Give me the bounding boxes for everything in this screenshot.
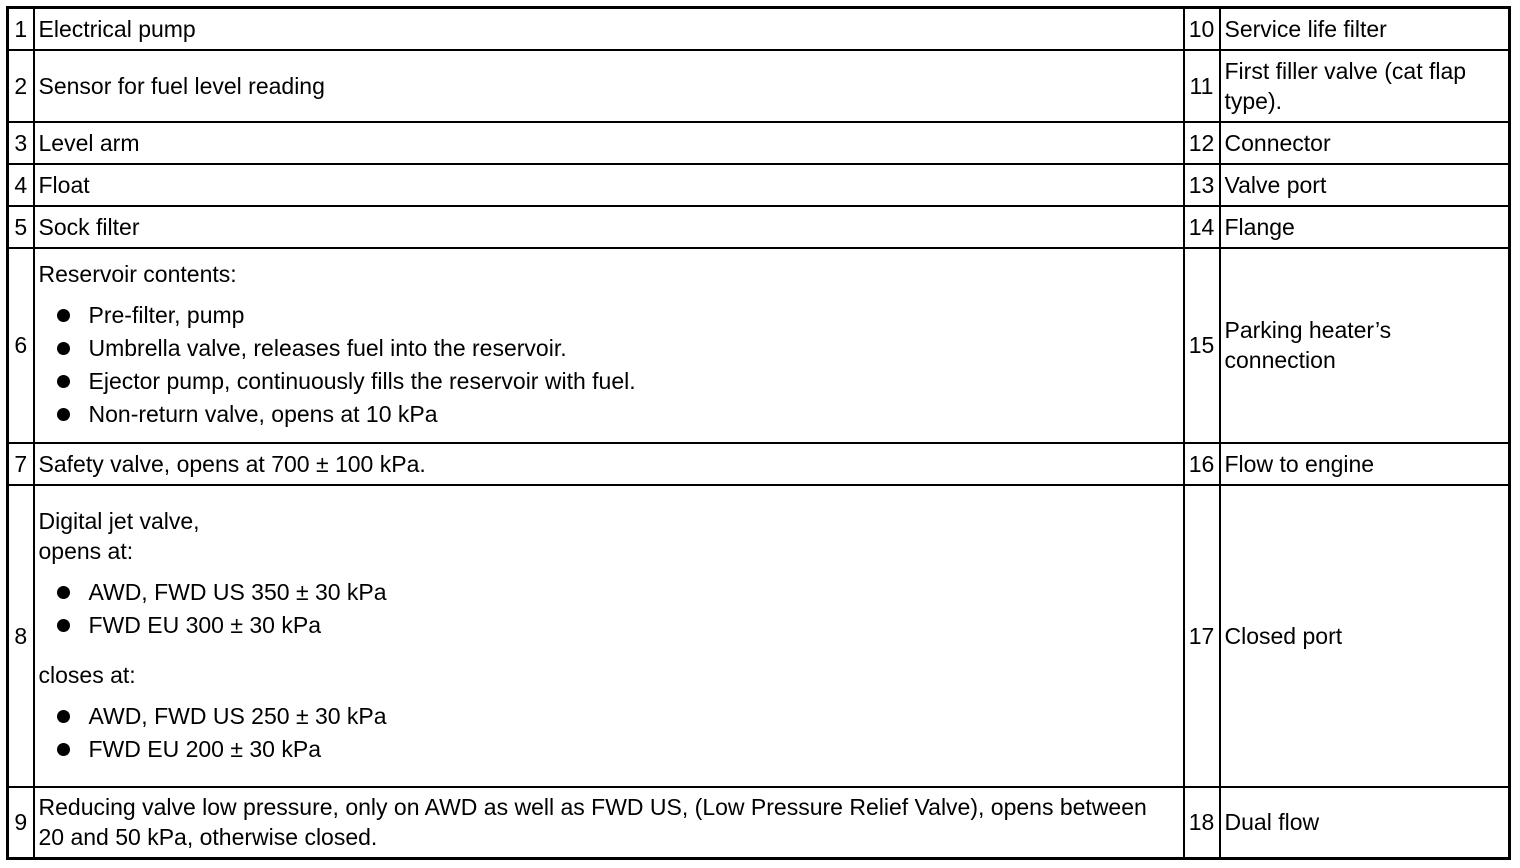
- parts-legend-table: [6, 6, 1511, 860]
- table-row: [8, 248, 1510, 443]
- item-number: 6: [8, 248, 34, 443]
- item-number: 18: [1184, 787, 1220, 859]
- item-description: Connector: [1220, 122, 1510, 164]
- list-item: Umbrella valve, releases fuel into the reservoir.: [39, 332, 1179, 365]
- item-number: 9: [8, 787, 34, 859]
- item-number: 12: [1184, 122, 1220, 164]
- bullet-list: [39, 299, 1179, 431]
- item-number: 8: [8, 485, 34, 787]
- item-description: Flange: [1220, 206, 1510, 248]
- section-intro: Digital jet valve,: [38, 507, 200, 534]
- table-row: [8, 206, 1510, 248]
- table-row: [8, 787, 1510, 859]
- list-item: FWD EU 300 ± 30 kPa: [39, 609, 1179, 642]
- item-description: Safety valve, opens at 700 ± 100 kPa.: [34, 443, 1184, 485]
- item-description: Level arm: [34, 122, 1184, 164]
- item-number: 10: [1184, 8, 1220, 50]
- table-row: [8, 50, 1510, 122]
- item-description: Sensor for fuel level reading: [34, 50, 1184, 122]
- item-number: 14: [1184, 206, 1220, 248]
- item-number: 13: [1184, 164, 1220, 206]
- bullet-list: [39, 700, 1179, 766]
- item-number: 3: [8, 122, 34, 164]
- item-description: Valve port: [1220, 164, 1510, 206]
- item-description: Flow to engine: [1220, 443, 1510, 485]
- item-description: First filler valve (cat flap type).: [1220, 50, 1510, 122]
- item-description: Float: [34, 164, 1184, 206]
- item-description: Parking heater’s connection: [1220, 248, 1510, 443]
- item-description: Electrical pump: [34, 8, 1184, 50]
- table-row: [8, 8, 1510, 50]
- item-number: 15: [1184, 248, 1220, 443]
- item-number: 4: [8, 164, 34, 206]
- item-number: 16: [1184, 443, 1220, 485]
- list-item: Pre-filter, pump: [39, 299, 1179, 332]
- item-description: [34, 248, 1184, 443]
- list-item: AWD, FWD US 250 ± 30 kPa: [39, 700, 1179, 733]
- table-row: [8, 443, 1510, 485]
- list-item: AWD, FWD US 350 ± 30 kPa: [39, 576, 1179, 609]
- bullet-list: [39, 576, 1179, 642]
- item-description: Sock filter: [34, 206, 1184, 248]
- table-row: [8, 164, 1510, 206]
- item-number: 5: [8, 206, 34, 248]
- item-description: Closed port: [1220, 485, 1510, 787]
- item-description: [34, 485, 1184, 787]
- section-intro: closes at:: [38, 661, 136, 688]
- table-row: [8, 122, 1510, 164]
- list-item: Ejector pump, continuously fills the reservoir with fuel.: [39, 365, 1179, 398]
- list-item: FWD EU 200 ± 30 kPa: [39, 733, 1179, 766]
- section-intro: opens at:: [38, 537, 134, 564]
- item-description: Reducing valve low pressure, only on AWD as well as FWD US, (Low Pressure Relief Valve), opens between 20 and 50 kPa, otherwise closed.: [34, 787, 1184, 859]
- list-item: Non-return valve, opens at 10 kPa: [39, 398, 1179, 431]
- item-number: 17: [1184, 485, 1220, 787]
- item-description: Service life filter: [1220, 8, 1510, 50]
- item-number: 11: [1184, 50, 1220, 122]
- table-row: [8, 485, 1510, 787]
- item-number: 2: [8, 50, 34, 122]
- section-intro: Reservoir contents:: [38, 261, 237, 287]
- item-description: Dual flow: [1220, 787, 1510, 859]
- item-number: 7: [8, 443, 34, 485]
- item-number: 1: [8, 8, 34, 50]
